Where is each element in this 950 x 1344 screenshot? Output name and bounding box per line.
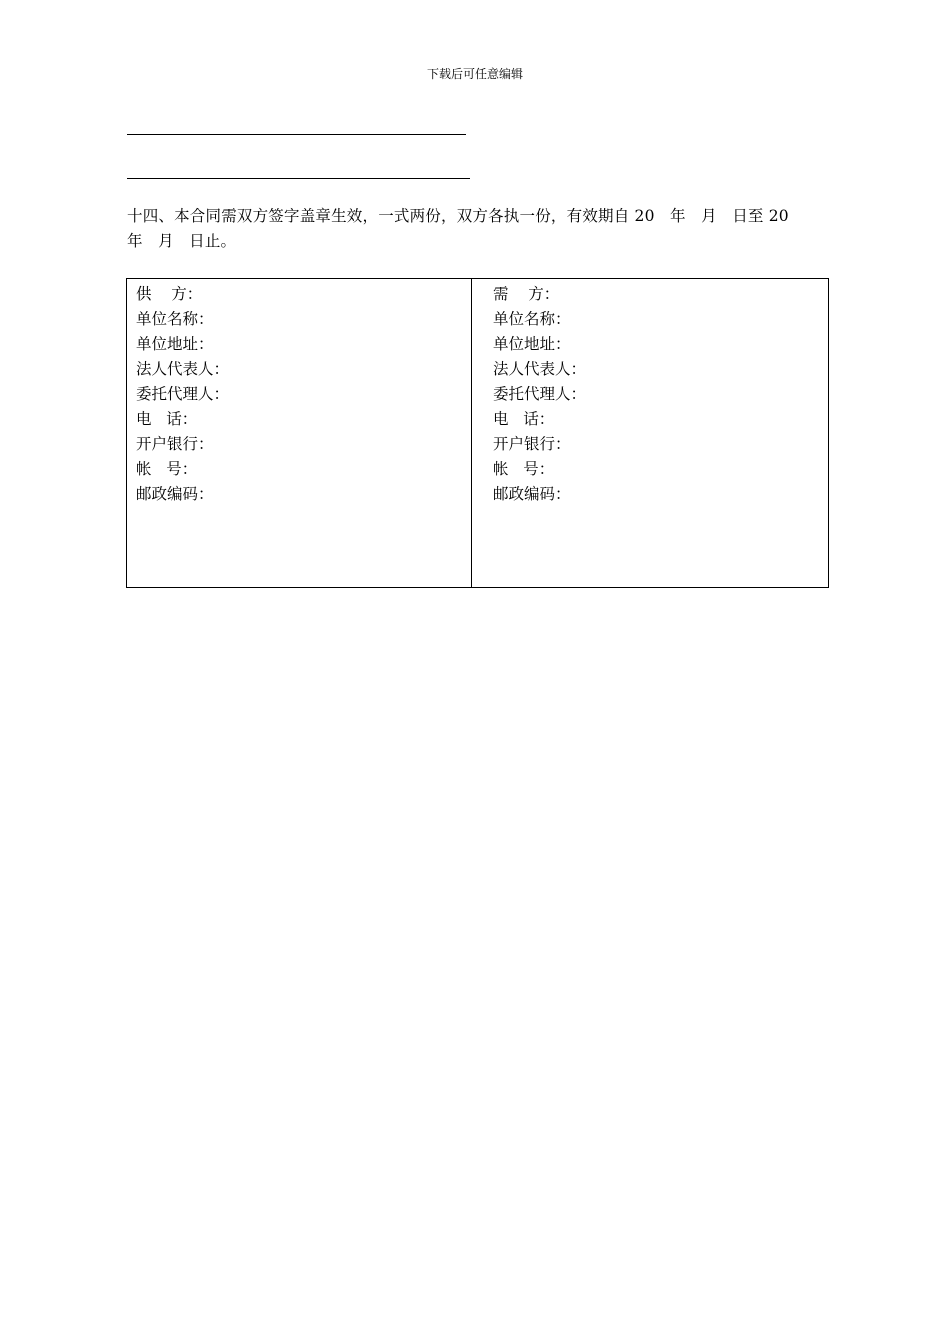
buyer-field-company-address: 单位地址：	[493, 335, 571, 353]
clause-14-line-2: 年 月 日止。	[127, 232, 237, 250]
buyer-field-phone: 电 话：	[493, 410, 555, 428]
supplier-field-account: 帐 号：	[136, 460, 198, 478]
supplier-field-bank: 开户银行：	[136, 435, 214, 453]
buyer-column	[472, 279, 828, 587]
buyer-field-party: 需 方：	[493, 285, 560, 303]
party-info-table	[126, 278, 829, 588]
blank-line-1	[127, 134, 466, 135]
clause-14	[127, 204, 827, 254]
buyer-field-bank: 开户银行：	[493, 435, 571, 453]
buyer-field-account: 帐 号：	[493, 460, 555, 478]
buyer-field-postal-code: 邮政编码：	[493, 485, 571, 503]
buyer-field-legal-representative: 法人代表人：	[493, 360, 587, 378]
supplier-field-authorized-agent: 委托代理人：	[136, 385, 230, 403]
clause-14-line-1: 十四、本合同需双方签字盖章生效，一式两份，双方各执一份，有效期自 20 年 月 日至 20	[127, 207, 789, 225]
supplier-field-company-address: 单位地址：	[136, 335, 214, 353]
supplier-field-phone: 电 话：	[136, 410, 198, 428]
buyer-field-company-name: 单位名称：	[493, 310, 571, 328]
supplier-column	[127, 279, 472, 587]
header-note: 下载后可任意编辑	[426, 67, 523, 81]
blank-line-2	[127, 178, 470, 179]
supplier-field-company-name: 单位名称：	[136, 310, 214, 328]
supplier-field-postal-code: 邮政编码：	[136, 485, 214, 503]
supplier-field-legal-representative: 法人代表人：	[136, 360, 230, 378]
buyer-field-authorized-agent: 委托代理人：	[493, 385, 587, 403]
supplier-field-party: 供 方：	[136, 285, 203, 303]
